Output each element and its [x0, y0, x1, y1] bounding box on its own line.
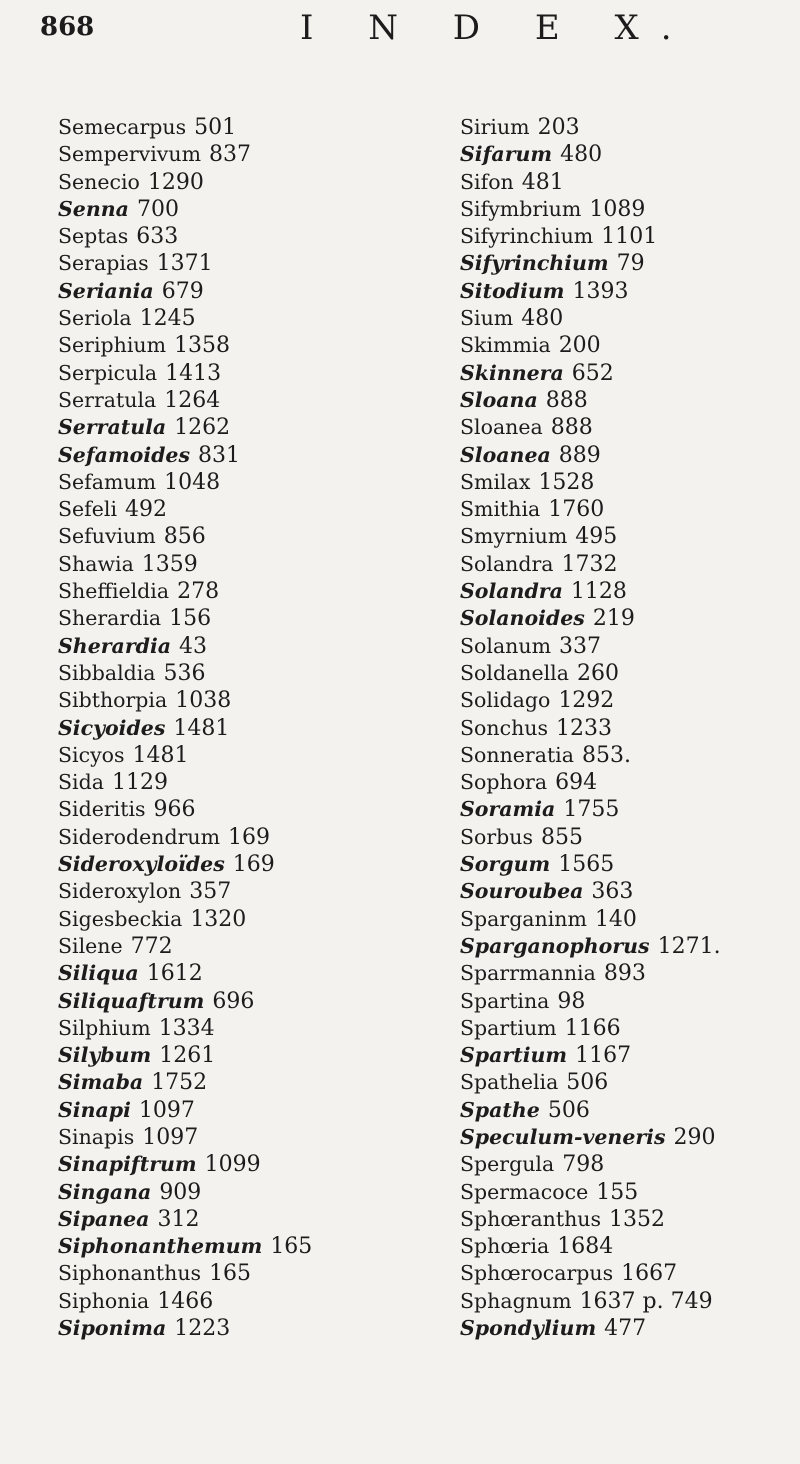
entry-name: Siderodendrum [58, 824, 221, 849]
index-entry [460, 141, 790, 168]
entry-name: Sloanea [460, 442, 551, 467]
index-entry [460, 1260, 790, 1287]
entry-name: Septas [58, 224, 129, 249]
index-entry [460, 769, 790, 796]
entry-page-ref: 1393 [572, 278, 629, 304]
entry-page-ref: 1466 [157, 1288, 214, 1314]
entry-name: Serpicula [58, 360, 158, 385]
entry-name: Sibthorpia [58, 688, 168, 713]
entry-page-ref: 888 [550, 415, 593, 441]
entry-name: Sipanea [58, 1206, 150, 1231]
index-entry [58, 660, 398, 687]
index-entry [460, 1315, 790, 1342]
index-entry [58, 1097, 398, 1124]
entry-name: Seriphium [58, 333, 167, 358]
entry-name: Sparganophorus [460, 933, 650, 958]
index-entry [460, 1015, 790, 1042]
entry-name: Sefeli [58, 497, 118, 522]
index-entry [58, 851, 398, 878]
entry-page-ref: 169 [232, 852, 275, 878]
entry-page-ref: 1264 [164, 387, 221, 413]
index-entry [58, 442, 398, 469]
index-entry [58, 496, 398, 523]
entry-page-ref: 1262 [174, 415, 231, 441]
index-entry [58, 169, 398, 196]
entry-page-ref: 278 [177, 579, 220, 605]
entry-page-ref: 1358 [174, 333, 231, 359]
index-entry [58, 605, 398, 632]
entry-name: Silene [58, 933, 123, 958]
entry-name: Sempervivum [58, 142, 202, 167]
index-entry [460, 1124, 790, 1151]
index-column-left [58, 114, 398, 1342]
entry-name: Sherardia [58, 606, 162, 631]
entry-page-ref: 1128 [570, 579, 627, 605]
index-entry [460, 1206, 790, 1233]
index-entry [460, 633, 790, 660]
entry-name: Semecarpus [58, 115, 187, 139]
entry-name: Solanoides [460, 606, 585, 631]
entry-page-ref: 98 [557, 988, 586, 1014]
entry-name: Soramia [460, 797, 556, 822]
entry-page-ref: 165 [209, 1261, 252, 1287]
index-entry [58, 387, 398, 414]
entry-page-ref: 831 [198, 442, 241, 468]
entry-page-ref: 1413 [165, 360, 222, 386]
entry-page-ref: 79 [616, 251, 645, 277]
entry-name: Speculum-veneris [460, 1124, 666, 1149]
entry-name: Sifyrinchium [460, 224, 594, 249]
entry-name: Smilax [460, 469, 531, 494]
index-entry [58, 906, 398, 933]
entry-page-ref: 1320 [190, 906, 247, 932]
entry-name: Sonchus [460, 715, 548, 740]
entry-name: Singana [58, 1179, 152, 1204]
index-entry [58, 469, 398, 496]
entry-page-ref: 1612 [146, 961, 203, 987]
entry-page-ref: 1101 [601, 224, 658, 250]
entry-name: Sirium [460, 115, 530, 139]
entry-name: Serapias [58, 251, 149, 276]
entry-name: Siliquaftrum [58, 988, 205, 1013]
entry-name: Smyrnium [460, 524, 568, 549]
entry-page-ref: 1359 [141, 551, 198, 577]
entry-name: Sinapis [58, 1124, 135, 1149]
index-entry [58, 551, 398, 578]
entry-page-ref: 1245 [139, 306, 196, 332]
entry-page-ref: 1292 [558, 688, 615, 714]
entry-name: Spathe [460, 1097, 540, 1122]
entry-name: Senna [58, 196, 129, 221]
entry-name: Sphœrocarpus [460, 1261, 614, 1286]
entry-name: Siphonanthemum [58, 1234, 263, 1259]
index-entry [58, 1042, 398, 1069]
index-entry [58, 141, 398, 168]
entry-name: Smithia [460, 497, 541, 522]
index-entry [58, 715, 398, 742]
index-entry [460, 988, 790, 1015]
entry-page-ref: 853. [581, 742, 631, 768]
entry-name: Sideritis [58, 797, 146, 822]
entry-page-ref: 855 [541, 824, 584, 850]
index-entry [58, 1069, 398, 1096]
entry-name: Sigesbeckia [58, 906, 183, 931]
entry-name: Sefamoides [58, 442, 191, 467]
entry-page-ref: 700 [136, 196, 179, 222]
entry-name: Silybum [58, 1043, 152, 1068]
entry-name: Sicyoides [58, 715, 166, 740]
index-entry [58, 633, 398, 660]
entry-page-ref: 1048 [164, 469, 221, 495]
index-entry [460, 332, 790, 359]
entry-page-ref: 1371 [156, 251, 213, 277]
index-entry [58, 223, 398, 250]
index-entry [460, 742, 790, 769]
entry-page-ref: 1752 [151, 1070, 208, 1096]
entry-name: Simaba [58, 1070, 144, 1095]
index-column-right [460, 114, 790, 1342]
entry-name: Shawia [58, 551, 134, 576]
entry-name: Sherardia [58, 633, 172, 658]
entry-name: Spermacoce [460, 1179, 589, 1204]
entry-page-ref: 1481 [173, 715, 230, 741]
index-entry [58, 578, 398, 605]
entry-name: Sphœranthus [460, 1206, 602, 1231]
entry-page-ref: 909 [159, 1179, 202, 1205]
entry-page-ref: 652 [571, 360, 614, 386]
entry-page-ref: 1261 [159, 1043, 216, 1069]
entry-name: Sorbus [460, 824, 534, 849]
index-entry [460, 1233, 790, 1260]
entry-name: Sparrmannia [460, 961, 596, 986]
entry-page-ref: 290 [673, 1124, 716, 1150]
entry-name: Spartium [460, 1043, 568, 1068]
index-entry [58, 523, 398, 550]
entry-name: Sifon [460, 169, 514, 194]
index-entry [58, 988, 398, 1015]
entry-name: Senecio [58, 169, 140, 194]
entry-page-ref: 506 [547, 1097, 590, 1123]
entry-page-ref: 203 [537, 115, 580, 140]
entry-name: Sicyos [58, 742, 125, 767]
entry-name: Sifymbrium [460, 196, 582, 221]
entry-page-ref: 155 [596, 1179, 639, 1205]
entry-page-ref: 772 [130, 933, 173, 959]
entry-name: Sideroxyloïdes [58, 852, 225, 877]
index-entry [58, 1124, 398, 1151]
entry-page-ref: 1565 [558, 852, 615, 878]
entry-name: Sefuvium [58, 524, 156, 549]
entry-page-ref: 140 [594, 906, 637, 932]
entry-page-ref: 1732 [561, 551, 618, 577]
index-entry [58, 196, 398, 223]
index-entry [460, 414, 790, 441]
index-entry [460, 305, 790, 332]
index-entry [460, 878, 790, 905]
entry-page-ref: 1334 [158, 1015, 215, 1041]
entry-page-ref: 480 [560, 142, 603, 168]
entry-name: Spathelia [460, 1070, 559, 1095]
page-number: 868 [40, 12, 95, 42]
entry-name: Sorgum [460, 852, 551, 877]
entry-page-ref: 156 [169, 606, 212, 632]
index-entry [460, 114, 790, 141]
entry-name: Sheffieldia [58, 579, 170, 604]
entry-name: Siliqua [58, 961, 139, 986]
index-entry [460, 496, 790, 523]
index-entry [460, 906, 790, 933]
entry-page-ref: 43 [179, 633, 208, 659]
index-entry [58, 250, 398, 277]
index-entry [460, 523, 790, 550]
entry-page-ref: 1038 [175, 688, 232, 714]
index-entry [460, 715, 790, 742]
entry-page-ref: 501 [194, 115, 237, 140]
entry-name: Sloanea [460, 415, 543, 440]
entry-name: Serratula [58, 415, 167, 440]
entry-name: Skinnera [460, 360, 564, 385]
entry-name: Siphonia [58, 1288, 150, 1313]
entry-name: Spergula [460, 1152, 555, 1177]
entry-page-ref: 1099 [204, 1152, 261, 1178]
entry-page-ref: 679 [161, 278, 204, 304]
index-entry [460, 796, 790, 823]
entry-page-ref: 1167 [575, 1043, 632, 1069]
entry-page-ref: 1684 [557, 1234, 614, 1260]
entry-page-ref: 357 [189, 879, 232, 905]
index-entry [58, 769, 398, 796]
index-entry [460, 1288, 790, 1315]
entry-name: Sium [460, 306, 514, 331]
entry-name: Sphagnum [460, 1288, 572, 1313]
entry-name: Skimmia [460, 333, 551, 358]
index-entry [460, 1069, 790, 1096]
index-entry [58, 824, 398, 851]
entry-page-ref: 633 [136, 224, 179, 250]
entry-name: Seriania [58, 278, 154, 303]
index-entry [460, 250, 790, 277]
entry-page-ref: 889 [558, 442, 601, 468]
index-entry [58, 1151, 398, 1178]
entry-page-ref: 1352 [609, 1206, 666, 1232]
index-entry [460, 578, 790, 605]
index-entry [460, 1042, 790, 1069]
index-entry [58, 1233, 398, 1260]
entry-page-ref: 477 [604, 1316, 647, 1342]
entry-page-ref: 1097 [138, 1097, 195, 1123]
index-entry [460, 660, 790, 687]
index-entry [58, 796, 398, 823]
index-entry [460, 1151, 790, 1178]
entry-name: Sphœria [460, 1234, 550, 1259]
entry-page-ref: 1481 [132, 742, 189, 768]
entry-page-ref: 260 [576, 660, 619, 686]
index-entry [460, 223, 790, 250]
index-entry [58, 1015, 398, 1042]
entry-page-ref: 1667 [621, 1261, 678, 1287]
index-entry [58, 742, 398, 769]
entry-name: Sefamum [58, 469, 157, 494]
index-entry [58, 332, 398, 359]
index-entry [460, 933, 790, 960]
entry-name: Sitodium [460, 278, 565, 303]
index-entry [58, 278, 398, 305]
index-entry [460, 551, 790, 578]
entry-name: Spartina [460, 988, 550, 1013]
entry-page-ref: 856 [163, 524, 206, 550]
index-entry [460, 360, 790, 387]
entry-name: Sifyrinchium [460, 251, 609, 276]
entry-name: Sifarum [460, 142, 553, 167]
entry-page-ref: 1089 [589, 196, 646, 222]
index-entry [58, 114, 398, 141]
entry-name: Sibbaldia [58, 660, 156, 685]
entry-name: Sinapiftrum [58, 1152, 197, 1177]
entry-name: Sophora [460, 770, 548, 795]
index-entry [58, 933, 398, 960]
entry-name: Sinapi [58, 1097, 131, 1122]
entry-name: Sonneratia [460, 742, 574, 767]
entry-name: Souroubea [460, 879, 584, 904]
entry-page-ref: 966 [153, 797, 196, 823]
index-entry [58, 878, 398, 905]
entry-page-ref: 1166 [564, 1015, 621, 1041]
entry-name: Solanum [460, 633, 552, 658]
entry-page-ref: 696 [212, 988, 255, 1014]
index-entry [58, 360, 398, 387]
entry-page-ref: 363 [591, 879, 634, 905]
entry-page-ref: 1760 [548, 497, 605, 523]
entry-page-ref: 893 [603, 961, 646, 987]
entry-name: Seriola [58, 306, 132, 331]
index-entry [58, 414, 398, 441]
entry-page-ref: 169 [228, 824, 271, 850]
index-entry [460, 196, 790, 223]
entry-name: Soldanella [460, 660, 569, 685]
entry-page-ref: 219 [592, 606, 635, 632]
entry-page-ref: 165 [270, 1234, 313, 1260]
index-entry [460, 605, 790, 632]
index-entry [460, 1097, 790, 1124]
entry-page-ref: 1223 [174, 1316, 231, 1342]
index-entry [58, 1179, 398, 1206]
entry-page-ref: 1755 [563, 797, 620, 823]
entry-page-ref: 1233 [556, 715, 612, 741]
index-entry [58, 1260, 398, 1287]
entry-name: Spondylium [460, 1316, 597, 1341]
entry-page-ref: 1290 [147, 169, 204, 195]
entry-name: Solandra [460, 551, 554, 576]
running-head: I N D E X. [300, 8, 694, 48]
entry-name: Solandra [460, 579, 563, 604]
index-entry [460, 442, 790, 469]
index-entry [460, 851, 790, 878]
entry-page-ref: 536 [163, 660, 206, 686]
entry-page-ref: 200 [558, 333, 601, 359]
entry-page-ref: 694 [555, 770, 598, 796]
entry-page-ref: 1271. [657, 933, 721, 959]
entry-name: Silphium [58, 1015, 151, 1040]
entry-page-ref: 1097 [142, 1124, 199, 1150]
entry-page-ref: 337 [559, 633, 602, 659]
entry-name: Sparganinm [460, 906, 587, 931]
index-entry [58, 1288, 398, 1315]
index-entry [460, 960, 790, 987]
entry-name: Sloana [460, 387, 538, 412]
index-entry [460, 824, 790, 851]
entry-name: Siponima [58, 1316, 167, 1341]
entry-page-ref: 481 [521, 169, 564, 195]
index-entry [460, 169, 790, 196]
entry-page-ref: 888 [545, 387, 588, 413]
entry-name: Solidago [460, 688, 551, 713]
entry-page-ref: 506 [566, 1070, 609, 1096]
entry-name: Serratula [58, 387, 157, 412]
entry-name: Siphonanthus [58, 1261, 202, 1286]
index-entry [460, 687, 790, 714]
entry-page-ref: 312 [157, 1206, 200, 1232]
index-entry [58, 960, 398, 987]
index-entry [58, 1315, 398, 1342]
index-entry [460, 469, 790, 496]
index-entry [460, 387, 790, 414]
index-entry [58, 1206, 398, 1233]
entry-page-ref: 1637 p. 749 [579, 1288, 713, 1314]
index-entry [58, 687, 398, 714]
index-entry [58, 305, 398, 332]
entry-page-ref: 837 [209, 142, 252, 168]
entry-name: Sideroxylon [58, 879, 182, 904]
entry-page-ref: 480 [521, 306, 564, 332]
entry-page-ref: 492 [125, 497, 168, 523]
entry-page-ref: 495 [575, 524, 618, 550]
entry-name: Spartium [460, 1015, 557, 1040]
index-entry [460, 278, 790, 305]
entry-page-ref: 1129 [111, 770, 168, 796]
index-entry [460, 1179, 790, 1206]
entry-name: Sida [58, 770, 104, 795]
entry-page-ref: 1528 [538, 469, 595, 495]
entry-page-ref: 798 [562, 1152, 605, 1178]
